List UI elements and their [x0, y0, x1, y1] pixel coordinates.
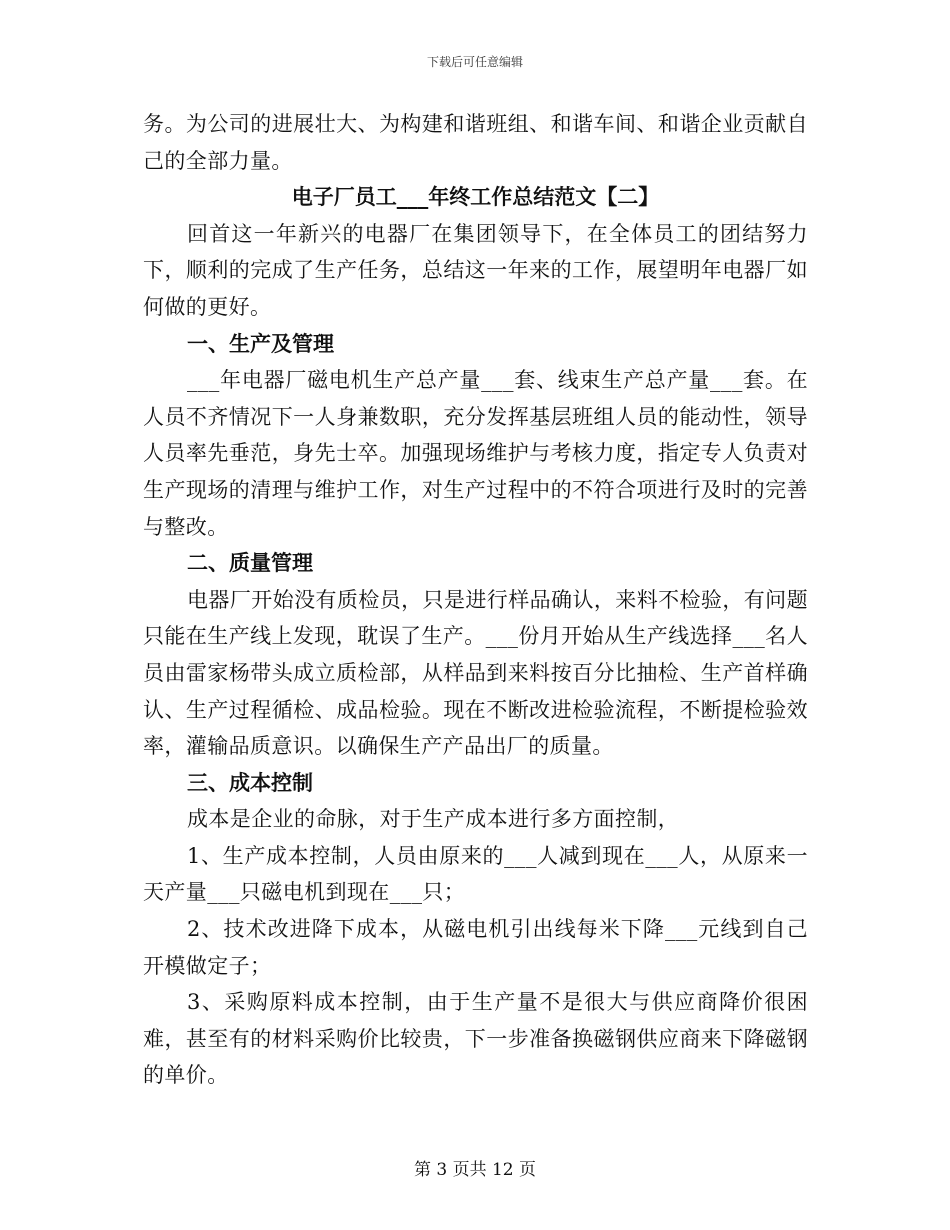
paragraph-continued: 务。为公司的进展壮大、为构建和谐班组、和谐车间、和谐企业贡献自己的全部力量。	[143, 112, 808, 173]
page-number: 第 3 页共 12 页	[413, 1160, 537, 1180]
paragraph-cost-item-2: 2、技术改进降下成本，从磁电机引出线每米下降___元线到自己开模做定子；	[143, 917, 808, 978]
page-header: 下载后可任意编辑	[426, 55, 523, 69]
paragraph-cost-intro: 成本是企业的命脉，对于生产成本进行多方面控制，	[187, 807, 680, 832]
paragraph-cost-item-1: 1、生产成本控制，人员由原来的___人减到现在___人，从原来一天产量___只磁电机到现在___只；	[143, 843, 808, 905]
document-body	[143, 106, 808, 1094]
paragraph-production: ___年电器厂磁电机生产总产量___套、线束生产总产量___套。在人员不齐情况下一人身兼数职，充分发挥基层班组人员的能动性，领导人员率先垂范，身先士卒。加强现场维护与考核力度，指定专人负责对生产现场的清理与维护工作，对生产过程中的不符合项进行及时的完善与整改。	[143, 368, 808, 539]
section-title: 电子厂员工___年终工作总结范文【二】	[291, 185, 660, 210]
heading-cost-control: 三、成本控制	[187, 770, 313, 795]
paragraph-quality: 电器厂开始没有质检员，只是进行样品确认，来料不检验，有问题只能在生产线上发现，耽误了生产。___份月开始从生产线选择___名人员由雷家杨带头成立质检部，从样品到来料按百分比抽检、生产首样确认、生产过程循检、成品检验。现在不断改进检验流程，不断提检验效率，灌输品质意识。以确保生产产品出厂的质量。	[143, 587, 808, 759]
heading-production-management: 一、生产及管理	[187, 331, 334, 356]
paragraph-intro: 回首这一年新兴的电器厂在集团领导下，在全体员工的团结努力下，顺利的完成了生产任务，总结这一年来的工作，展望明年电器厂如何做的更好。	[143, 221, 808, 319]
paragraph-cost-item-3: 3、采购原料成本控制，由于生产量不是很大与供应商降价很困难，甚至有的材料采购价比较贵，下一步准备换磁钢供应商来下降磁钢的单价。	[143, 990, 808, 1088]
heading-quality-management: 二、质量管理	[187, 551, 313, 576]
